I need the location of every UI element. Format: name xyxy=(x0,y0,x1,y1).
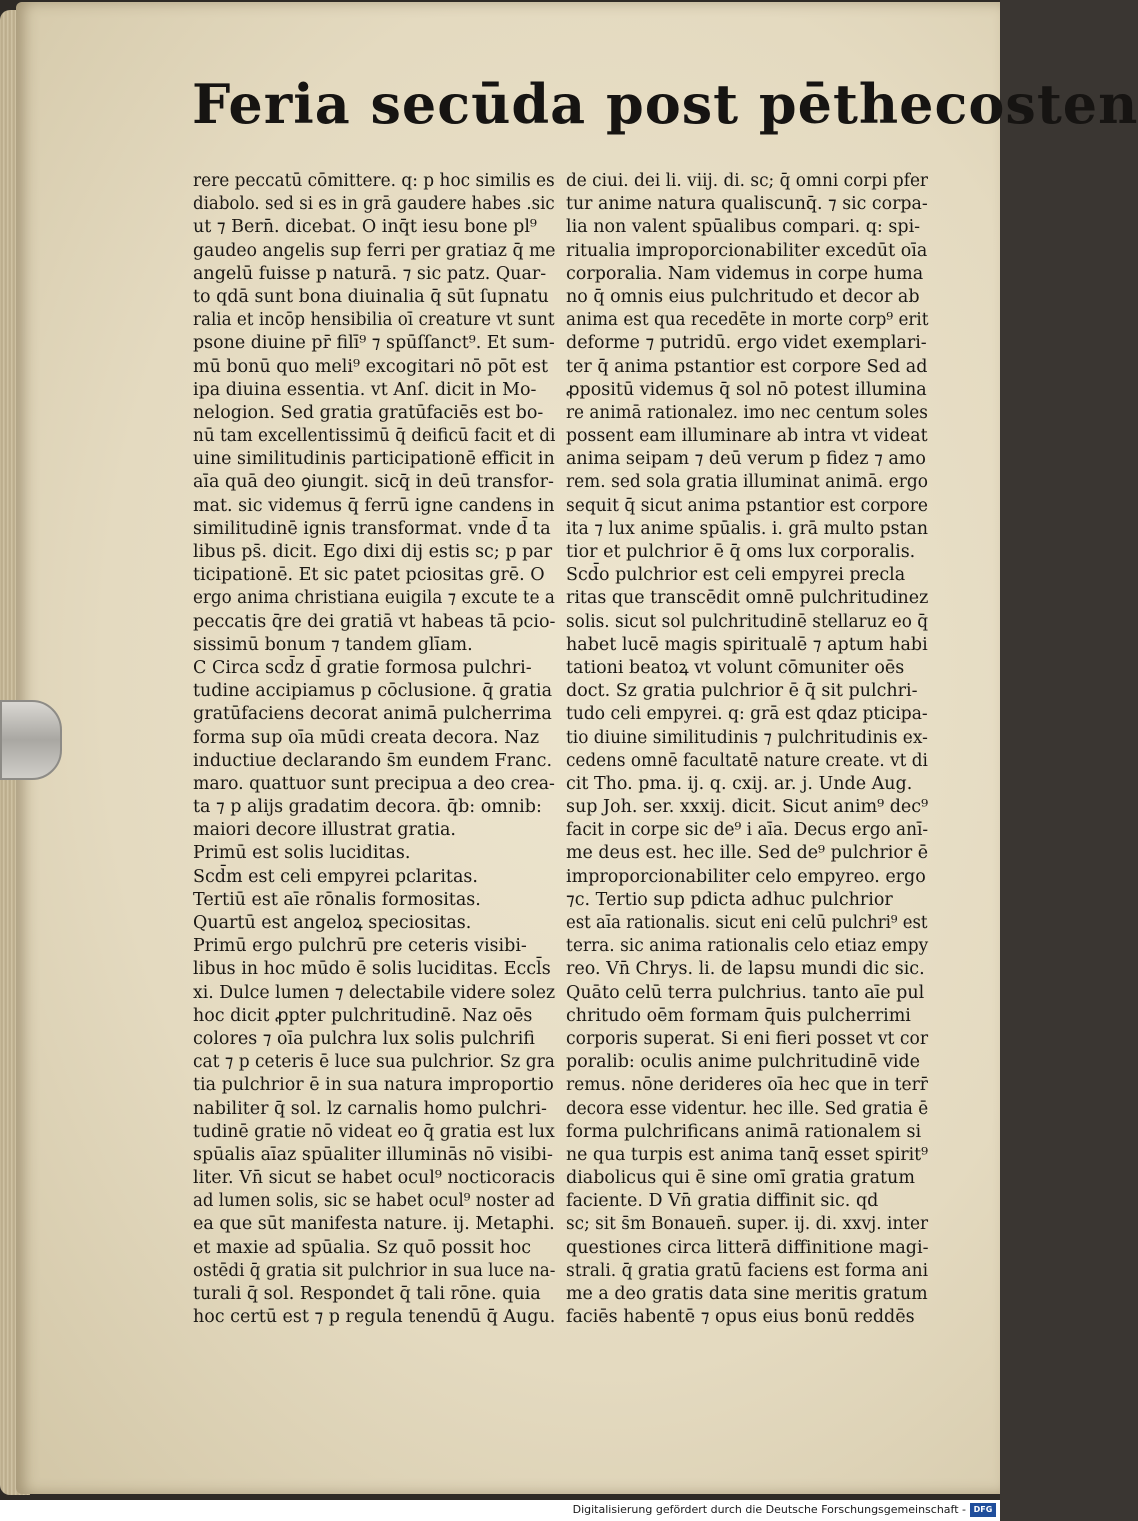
text-line: ipa diuina essentia. vt Anſ. dicit in Mo- xyxy=(193,379,537,400)
text-line: faciēs habentē ⁊ opus eius bonū reddēs xyxy=(566,1307,915,1328)
text-line: cat ⁊ p ceteris ē luce sua pulchrior. Sz gra xyxy=(193,1052,555,1073)
text-line: to qdā sunt bona diuinalia q̄ sūt ſupnatu xyxy=(193,286,549,307)
page-heading: Feria secūda post pēthecosten xyxy=(192,72,1138,136)
text-line: angelū fuisse p naturā. ⁊ sic patz. Quar- xyxy=(193,263,547,284)
text-line: diabolicus qui ē sine omī gratia gratum xyxy=(566,1168,915,1189)
text-line: ter q̄ anima pstantior est corpore Sed ad xyxy=(566,356,928,377)
text-line: me deus est. hec ille. Sed de⁹ pulchrior ē xyxy=(566,843,929,864)
text-line: nabiliter q̄ sol. lz carnalis homo pulchri- xyxy=(193,1098,547,1119)
text-line: tudine accipiamus p cōclusione. q̄ gratia xyxy=(193,681,553,702)
text-line: lia non valent spūalibus compari. q: spi- xyxy=(566,217,921,238)
text-line: ergo anima christiana euigila ⁊ excute te a xyxy=(193,588,555,609)
text-line: faciente. D Vn̄ gratia diffinit sic. qd xyxy=(566,1191,879,1212)
text-line: maro. quattuor sunt precipua a deo crea- xyxy=(193,773,555,794)
text-line: nelogion. Sed gratia gratūfaciēs est bo- xyxy=(193,402,544,423)
text-line: gratūfaciens decorat animā pulcherrima xyxy=(193,704,552,725)
text-line: ta ⁊ p alijs gradatim decora. q̄b: omnib: xyxy=(193,797,542,818)
text-line: hoc certū est ⁊ p regula tenendū q̄ Augu. xyxy=(193,1307,556,1328)
text-line: tia pulchrior ē in sua natura improportio xyxy=(193,1075,554,1096)
text-line: ostēdi q̄ gratia sit pulchrior in sua luce na- xyxy=(193,1260,556,1281)
text-line: xi. Dulce lumen ⁊ delectabile videre solez xyxy=(193,982,556,1003)
text-line: no q̄ omnis eius pulchritudo et decor ab xyxy=(566,286,920,307)
text-line: similitudinē ignis transformat. vnde d̄ ta xyxy=(193,518,551,539)
text-line: rere peccatū cōmittere. q: p hoc similis es xyxy=(193,171,555,191)
text-line: liter. Vn̄ sicut se habet ocul⁹ nocticoracis xyxy=(193,1168,556,1189)
text-line: tur anime natura qualiscunq̄. ⁊ sic corpa- xyxy=(566,194,928,215)
text-line: questiones circa litterā diffinitione magi- xyxy=(566,1237,929,1258)
text-line: Tertiū est aīe rōnalis formositas. xyxy=(193,889,481,910)
text-line: tudinē gratie nō videat eo q̄ gratia est lux xyxy=(193,1121,555,1142)
footer-bar xyxy=(0,1500,1000,1521)
text-line: hoc dicit ꝓpter pulchritudinē. Naz oēs xyxy=(193,1005,533,1026)
text-line: libus ps̄. dicit. Ego dixi dij estis sc; p par xyxy=(193,542,553,562)
funding-credit: Digitalisierung gefördert durch die Deutsche Forschungsgemeinschaft - xyxy=(572,1503,966,1516)
text-line: ritas que transcēdit omnē pulchritudinez xyxy=(566,588,929,609)
text-line: aīa quā deo ꝯiungit. sicq̄ in deū transfor- xyxy=(193,472,554,493)
text-line: et maxie ad spūalia. Sz quō possit hoc xyxy=(193,1237,532,1258)
text-line: habet lucē magis spiritualē ⁊ aptum habi xyxy=(566,634,928,655)
text-line: cit Tho. pma. ij. q. cxij. ar. j. Unde Aug. xyxy=(566,773,913,794)
dfg-logo: DFG xyxy=(970,1503,996,1517)
text-line: libus in hoc mūdo ē solis luciditas. Eccl̄s xyxy=(193,959,551,980)
text-line: nū tam excellentissimū q̄ deificū facit et di xyxy=(193,426,556,447)
text-line: corporalia. Nam videmus in corpe huma xyxy=(566,263,924,284)
text-line: sup Joh. ser. xxxij. dicit. Sicut anim⁹ dec⁹ xyxy=(566,797,929,818)
text-line: ralia et incōp hensibilia oī creature vt sunt xyxy=(193,310,555,331)
text-line: Quartū est angeloꝝ speciositas. xyxy=(193,913,472,933)
text-line: strali. q̄ gratia gratū faciens est forma ani xyxy=(566,1260,929,1281)
text-line: maiori decore illustrat gratia. xyxy=(193,820,456,841)
text-line: Scd̄o pulchrior est celi empyrei precla xyxy=(566,565,906,586)
text-line: gaudeo angelis sup ferri per gratiaz q̄ me xyxy=(193,240,556,261)
text-line: Primū est solis luciditas. xyxy=(193,843,411,864)
text-line: peccatis q̄re dei gratiā vt habeas tā pcio- xyxy=(193,611,556,632)
text-line: forma sup oīa mūdi creata decora. Naz xyxy=(193,727,540,748)
text-line: sc; sit s̄m Bonauen̄. super. ij. di. xxvj. inter xyxy=(566,1214,929,1235)
text-line: remus. nōne derideres oīa hec que in terr̄ xyxy=(566,1075,928,1096)
text-line: doct. Sz gratia pulchrior ē q̄ sit pulchri- xyxy=(566,681,918,702)
text-line: deforme ⁊ putridū. ergo videt exemplari- xyxy=(566,333,927,354)
text-line: ritualia improporcionabiliter excedūt oīa xyxy=(566,240,928,261)
text-line: ⁊c. Tertio sup pdicta adhuc pulchrior xyxy=(566,889,893,910)
text-line: anima seipam ⁊ deū verum p fidez ⁊ amo xyxy=(566,449,926,470)
text-line: poralib: oculis anime pulchritudinē vide xyxy=(566,1052,920,1073)
text-line: chritudo oēm formam q̄uis pulcherrimi xyxy=(566,1005,911,1026)
page-clip xyxy=(0,700,62,780)
text-line: mū bonū quo meli⁹ excogitari nō pōt est xyxy=(193,356,548,377)
text-line: tudo celi empyrei. q: grā est qdaz pticipa- xyxy=(566,704,928,725)
text-line: reo. Vn̄ Chrys. li. de lapsu mundi dic sic. xyxy=(566,959,925,980)
text-line: ticipationē. Et sic patet pciositas grē. O xyxy=(193,565,545,586)
text-line: terra. sic anima rationalis celo etiaz empy xyxy=(566,936,929,957)
text-line: sequit q̄ sicut anima pstantior est corpore xyxy=(566,495,928,516)
right-text-column xyxy=(566,170,928,1329)
text-line: cedens omnē facultatē nature create. vt di xyxy=(566,750,928,771)
text-line: re animā rationalez. imo nec centum soles xyxy=(566,402,928,423)
text-line: ut ⁊ Bern̄. dicebat. O inq̄t iesu bone pl⁹ xyxy=(193,217,537,238)
text-line: ad lumen solis, sic se habet ocul⁹ noster ad xyxy=(193,1191,555,1212)
text-line: Scd̄m est celi empyrei pclaritas. xyxy=(193,866,478,887)
text-line: Quāto celū terra pulchrius. tanto aīe pul xyxy=(566,982,925,1003)
text-line: ea que sūt manifesta nature. ij. Metaphi. xyxy=(193,1214,555,1235)
left-text-column xyxy=(193,170,555,1329)
text-line: me a deo gratis data sine meritis gratum xyxy=(566,1284,928,1304)
text-line: improporcionabiliter celo empyreo. ergo xyxy=(566,866,926,887)
text-line: solis. sicut sol pulchritudinē stellaruz eo q̄ xyxy=(566,611,929,632)
text-line: rem. sed sola gratia illuminat animā. ergo xyxy=(566,472,928,493)
text-line: facit in corpe sic de⁹ i aīa. Decus ergo anī- xyxy=(566,820,929,841)
text-line: possent eam illuminare ab intra vt videat xyxy=(566,426,928,447)
text-line: sissimū bonum ⁊ tandem glīam. xyxy=(193,634,473,655)
text-line: anima est qua recedēte in morte corp⁹ erit xyxy=(566,310,929,331)
text-line: ꝓpositū videmus q̄ sol nō potest illumina xyxy=(566,379,927,400)
text-line: ita ⁊ lux anime spūalis. i. grā multo pstan xyxy=(566,518,928,539)
text-line: uine similitudinis participationē efficit in xyxy=(193,449,555,470)
text-line: forma pulchrificans animā rationalem si xyxy=(566,1121,922,1142)
text-line: decora esse videntur. hec ille. Sed gratia ē xyxy=(566,1098,929,1119)
text-line: est aīa rationalis. sicut eni celū pulchri⁹ est xyxy=(566,913,928,933)
text-line: psone diuine pr̄ filī⁹ ⁊ spūſſanct⁹. Et sum- xyxy=(193,333,555,354)
text-line: C Circa scd̄z d̄ gratie formosa pulchri- xyxy=(193,657,532,678)
text-line: Primū ergo pulchrū pre ceteris visibi- xyxy=(193,936,527,957)
text-line: colores ⁊ oīa pulchra lux solis pulchrifi xyxy=(193,1028,535,1049)
text-line: mat. sic videmus q̄ ferrū igne candens in xyxy=(193,495,555,516)
text-line: tior et pulchrior ē q̄ oms lux corporalis. xyxy=(566,542,916,562)
text-line: de ciui. dei li. viij. di. sc; q̄ omni corpi pfer xyxy=(566,171,929,191)
text-line: tio diuine similitudinis ⁊ pulchritudinis ex- xyxy=(566,727,928,748)
text-line: spūalis aīaz spūaliter illuminās nō visibi- xyxy=(193,1144,553,1165)
text-line: diabolo. sed si es in grā gaudere habes .sic xyxy=(193,194,555,215)
text-line: tationi beatoꝝ vt volunt cōmuniter oēs xyxy=(566,657,905,678)
text-line: inductiue declarando s̄m eundem Franc. xyxy=(193,750,553,771)
text-line: turali q̄ sol. Respondet q̄ tali rōne. quia xyxy=(193,1284,541,1304)
text-line: corporis superat. Si eni fieri posset vt cor xyxy=(566,1028,929,1049)
text-line: ne qua turpis est anima tanq̄ esset spirit⁹ xyxy=(566,1144,929,1165)
